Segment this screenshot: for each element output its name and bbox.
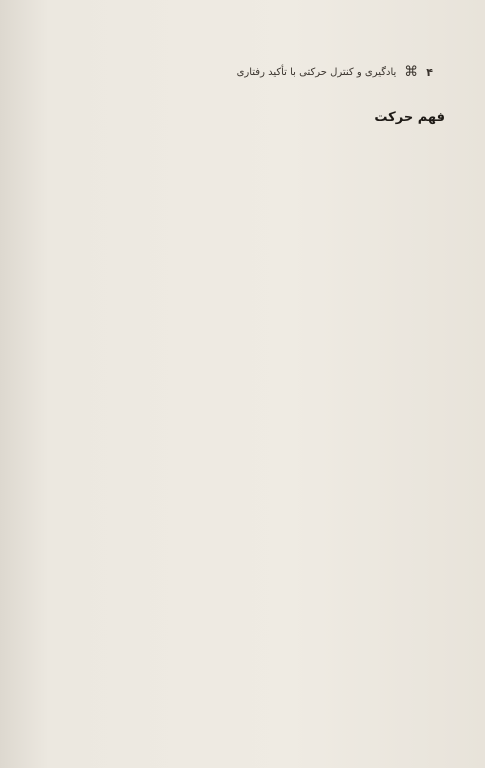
page-body — [40, 100, 445, 720]
running-title: یادگیری و کنترل حرکتی با تأکید رفتاری — [236, 66, 397, 78]
running-header — [236, 62, 433, 82]
section-heading: فهم حرکت — [374, 110, 445, 125]
knot-ornament-icon: ⌘ — [404, 64, 419, 80]
page-number: ۴ — [426, 65, 433, 79]
